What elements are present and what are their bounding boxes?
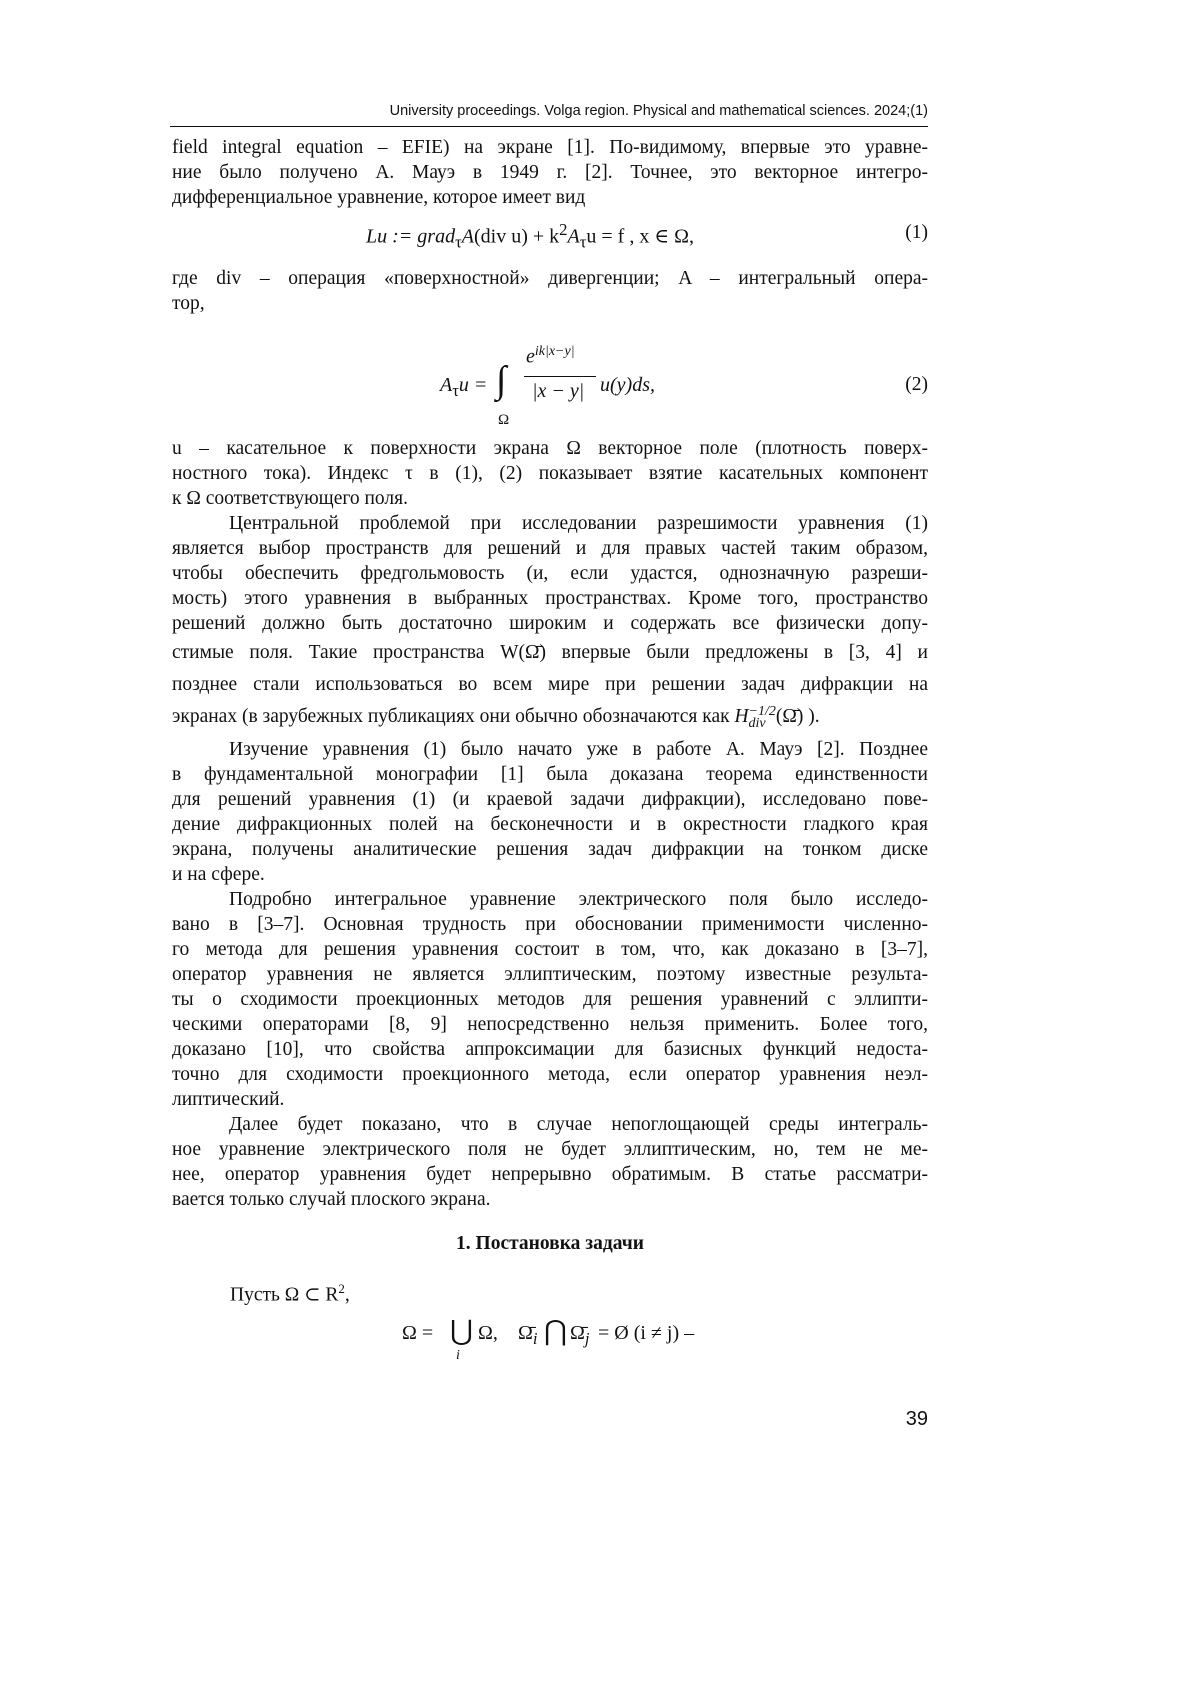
eq1-rhs: u = f , x ∈ Ω, xyxy=(586,225,694,248)
p4h-math-sup: −1/2 xyxy=(748,703,776,719)
paragraph-line: field integral equation – EFIE) на экране [1]. По-видимому, впервые это уравне- xyxy=(172,137,928,158)
paragraph-line: стимые поля. Такие пространства W(Ω̄) впервые были предложены в [3, 4] и xyxy=(172,642,928,663)
header-rule xyxy=(170,126,928,127)
paragraph-line: чтобы обеспечить фредгольмовость (и, если удастся, однозначную разреши- xyxy=(172,563,928,584)
fraction-bar xyxy=(524,376,596,377)
eq3-sub-j: j xyxy=(584,1329,590,1348)
paragraph-line: Далее будет показано, что в случае непоглощающей среды интеграль- xyxy=(229,1114,928,1135)
eq1-sub-tau: τ xyxy=(455,232,462,252)
eq3-tail: = Ø (i ≠ j) – xyxy=(598,1322,695,1344)
eq2-numerator-exp: ik|x−y| xyxy=(534,344,575,359)
paragraph-line: для решений уравнения (1) (и краевой задачи дифракции), исследовано пове- xyxy=(172,789,928,810)
paragraph-line: го метода для решения уравнения состоит в том, что, как доказано в [3–7], xyxy=(172,939,928,960)
paragraph-line: ное уравнение электрического поля не будет эллиптическим, но, тем не ме- xyxy=(172,1139,928,1160)
paragraph-line: липтический. xyxy=(172,1089,285,1110)
p4h-math-sub: div xyxy=(748,715,766,731)
eq3-sub-i: i xyxy=(532,1329,538,1348)
paragraph-line: ты о сходимости проекционных методов для решения уравнений с эллипти- xyxy=(172,989,928,1010)
paragraph-line: ностного тока). Индекс τ в (1), (2) показывает взятие касательных компонент xyxy=(172,463,928,484)
integral-sign: ∫ xyxy=(496,359,507,401)
paragraph-line: тор, xyxy=(172,293,205,314)
paragraph-line: Изучение уравнения (1) было начато уже в работе А. Мауэ [2]. Позднее xyxy=(229,739,928,760)
eq3-lhs: Ω = xyxy=(402,1322,434,1344)
eq2-lhs2: u = xyxy=(458,374,488,396)
eq1-sub-tau2: τ xyxy=(579,232,587,252)
paragraph-line: ческими операторами [8, 9] непосредственно нельзя применить. Более того, xyxy=(172,1014,928,1035)
paragraph-line: и на сфере. xyxy=(172,864,265,885)
paragraph-line: ние было получено А. Мауэ в 1949 г. [2]. Точнее, это векторное интегро- xyxy=(172,162,928,183)
paragraph-line: экрана, получены аналитические решения задач дифракции на тонком диске xyxy=(172,839,928,860)
page-number: 39 xyxy=(905,1408,928,1430)
paragraph-line: вается только случай плоского экрана. xyxy=(172,1189,491,1210)
p4h-text: экранах (в зарубежных публикациях они обычно обозначаются как xyxy=(172,706,730,727)
equation-1-number: (1) xyxy=(905,222,928,243)
eq2-numerator: e xyxy=(526,345,535,368)
eq2-denominator: |x − y| xyxy=(532,380,585,402)
paragraph-line: решений должно быть достаточно широким и содержать все физически допу- xyxy=(172,613,928,634)
p8-text: Пусть xyxy=(230,1284,280,1306)
paragraph-line: вано в [3–7]. Основная трудность при обосновании применимости численно- xyxy=(172,914,928,935)
paragraph-line: является выбор пространств для решений и для правых частей таким образом, xyxy=(172,538,928,559)
eq1-a2: A xyxy=(567,225,580,248)
eq1-lhs: Lu := grad xyxy=(366,225,456,248)
eq2-tail: u(y)ds, xyxy=(600,374,655,396)
paragraph-line: где div – операция «поверхностной» дивергенции; A – интегральный опера- xyxy=(172,268,928,289)
p8-tail: , xyxy=(344,1284,350,1306)
section-title: 1. Постановка задачи xyxy=(456,1233,644,1254)
paragraph-line: в фундаментальной монографии [1] была доказана теорема единственности xyxy=(172,764,928,785)
eq3-rest: Ω̄ xyxy=(518,1322,533,1344)
eq3-rest2: Ω̄ xyxy=(570,1322,585,1344)
paragraph-line xyxy=(172,704,928,730)
intersection-sign: ⋂ xyxy=(544,1316,567,1347)
union-sub: i xyxy=(456,1348,460,1363)
eq2-lhs: A xyxy=(440,374,453,396)
p8-sup: 2 xyxy=(338,1281,345,1296)
running-header: University proceedings. Volga region. Physical and mathematical sciences. 2024;(1) xyxy=(389,103,928,119)
paragraph-line: позднее стали использоваться во всем мире при решении задач дифракции на xyxy=(172,674,928,695)
paragraph-line xyxy=(230,1276,630,1308)
paragraph-line: доказано [10], что свойства аппроксимации для базисных функций недоста- xyxy=(172,1039,928,1060)
paragraph-line: дифференциальное уравнение, которое имеет вид xyxy=(172,187,586,208)
integral-domain: Ω xyxy=(498,412,510,428)
eq2-sub-tau: τ xyxy=(452,381,459,400)
paragraph-line: Центральной проблемой при исследовании разрешимости уравнения (1) xyxy=(229,513,928,534)
p4h-math-h: H xyxy=(734,706,749,727)
eq1-a1: A xyxy=(461,225,474,248)
paragraph-line: Подробно интегральное уравнение электрического поля было исследо- xyxy=(229,889,928,910)
p8-math: Ω ⊂ R xyxy=(284,1284,339,1306)
paragraph-line: к Ω соответствующего поля. xyxy=(172,488,408,509)
paragraph-line: точно для сходимости проекционного метода, если оператор уравнения неэл- xyxy=(172,1064,928,1085)
equation-1 xyxy=(366,220,694,253)
equation-2-number: (2) xyxy=(905,374,928,395)
paragraph-line: дение дифракционных полей на бесконечности и в окрестности гладкого края xyxy=(172,814,928,835)
paragraph-line: u – касательное к поверхности экрана Ω векторное поле (плотность поверх- xyxy=(172,438,928,459)
union-sign: ⋃ xyxy=(450,1316,473,1347)
paragraph-line: мость) этого уравнения в выбранных пространствах. Кроме того, пространство xyxy=(172,588,928,609)
p4h-math-arg: (Ω̄) ). xyxy=(775,706,820,727)
paragraph-line: нее, оператор уравнения будет непрерывно обратимым. В статье рассматри- xyxy=(172,1164,928,1185)
eq1-div: (div u) + k xyxy=(473,225,560,248)
paragraph-line: оператор уравнения не является эллиптическим, поэтому известные результа- xyxy=(172,964,928,985)
eq1-sup2: 2 xyxy=(559,220,568,239)
eq3-omega: Ω, xyxy=(478,1322,498,1344)
